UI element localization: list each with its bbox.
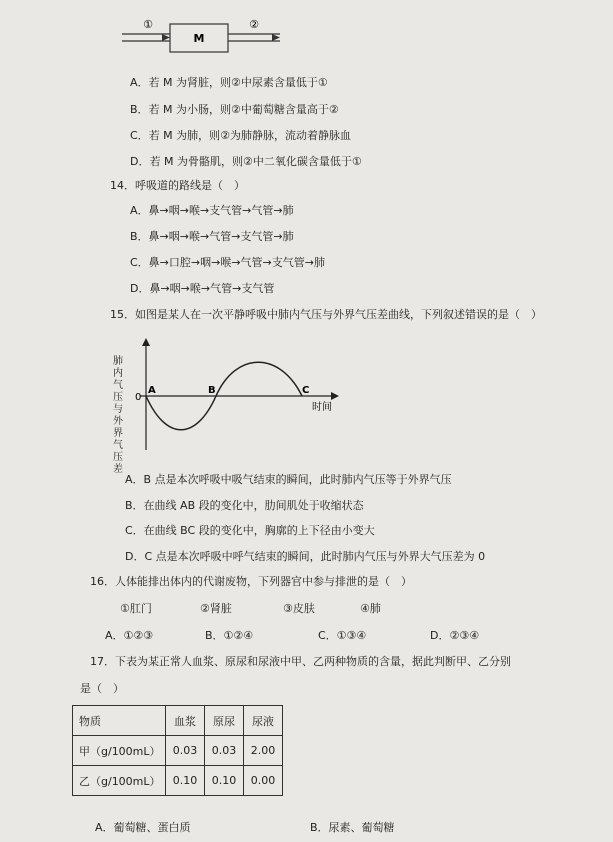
table-cell: 0.00 [244, 766, 283, 796]
table-row [73, 766, 283, 796]
q16-option-c: C．①③④ [318, 629, 367, 642]
table-cell: 0.03 [205, 736, 244, 766]
y-axis-label-vertical: 肺内气压与外界气压差 [113, 356, 123, 475]
q16-item-3: ③皮肤 [283, 602, 315, 615]
q13-option-c: C．若 M 为肺，则②为肺静脉，流动着静脉血 [130, 129, 352, 142]
q16-option-d: D．②③④ [430, 629, 480, 642]
zero-label: 0 [135, 392, 142, 403]
q14-stem: 14．呼吸道的路线是（ ） [110, 179, 245, 192]
q13-option-d: D．若 M 为骨骼肌，则②中二氧化碳含量低于① [130, 155, 362, 168]
point-c-label: C [302, 385, 310, 396]
q14-option-c: C．鼻→口腔→咽→喉→气管→支气管→肺 [130, 256, 325, 269]
table-header-cell: 血浆 [166, 706, 205, 736]
q17-option-b: B．尿素、葡萄糖 [310, 821, 395, 834]
table-cell: 0.10 [205, 766, 244, 796]
point-a-label: A [148, 385, 156, 396]
q15-option-d: D．C 点是本次呼吸中呼气结束的瞬间，此时肺内气压与外界大气压差为 0 [125, 550, 486, 563]
table-cell: 乙（g/100mL） [73, 766, 166, 796]
table-header-cell: 物质 [73, 706, 166, 736]
q16-stem: 16．人体能排出体内的代谢废物，下列器官中参与排泄的是（ ） [90, 575, 412, 588]
y-axis-arrow-icon [142, 338, 150, 346]
q14-option-a: A．鼻→咽→喉→支气管→气管→肺 [130, 204, 294, 217]
q15-option-b: B．在曲线 AB 段的变化中，肋间肌处于收缩状态 [125, 499, 364, 512]
table-cell: 0.10 [166, 766, 205, 796]
point-b-label: B [208, 385, 216, 396]
q16-item-2: ②肾脏 [200, 602, 232, 615]
table-cell: 2.00 [244, 736, 283, 766]
label-m: M [193, 32, 205, 45]
q16-item-4: ④肺 [360, 602, 381, 615]
q15-stem: 15．如图是某人在一次平静呼吸中肺内气压与外界气压差曲线，下列叙述错误的是（ ） [110, 308, 542, 321]
q16-option-b: B．①②④ [205, 629, 254, 642]
q17-stem-cont: 是（ ） [80, 682, 124, 695]
q16-item-1: ①肛门 [120, 602, 152, 615]
q16-option-a: A．①②③ [105, 629, 154, 642]
q14-option-b: B．鼻→咽→喉→气管→支气管→肺 [130, 230, 294, 243]
table-header-cell: 尿液 [244, 706, 283, 736]
x-axis-arrow-icon [331, 392, 339, 400]
q13-option-a: A．若 M 为肾脏，则②中尿素含量低于① [130, 76, 328, 89]
q17-stem: 17．下表为某正常人血浆、原尿和尿液中甲、乙两种物质的含量，据此判断甲、乙分别 [90, 655, 511, 668]
x-axis-label: 时间 [312, 402, 332, 413]
label-in: ① [143, 18, 153, 31]
table-row [73, 736, 283, 766]
table-cell: 0.03 [166, 736, 205, 766]
label-out: ② [249, 18, 259, 31]
q13-option-b: B．若 M 为小肠，则②中葡萄糖含量高于② [130, 103, 339, 116]
table-cell: 甲（g/100mL） [73, 736, 166, 766]
table-header-row [73, 706, 283, 736]
substance-table [72, 705, 283, 796]
q17-option-a: A．葡萄糖、蛋白质 [95, 821, 191, 834]
blood-flow-diagram [120, 18, 290, 58]
q15-option-c: C．在曲线 BC 段的变化中，胸廓的上下径由小变大 [125, 524, 375, 537]
table-header-cell: 原尿 [205, 706, 244, 736]
q14-option-d: D．鼻→咽→喉→气管→支气管 [130, 282, 275, 295]
arrow-out-icon [272, 34, 280, 41]
q15-option-a: A．B 点是本次呼吸中吸气结束的瞬间，此时肺内气压等于外界气压 [125, 473, 452, 486]
arrow-in-icon [162, 34, 170, 41]
pressure-difference-graph [110, 336, 350, 454]
